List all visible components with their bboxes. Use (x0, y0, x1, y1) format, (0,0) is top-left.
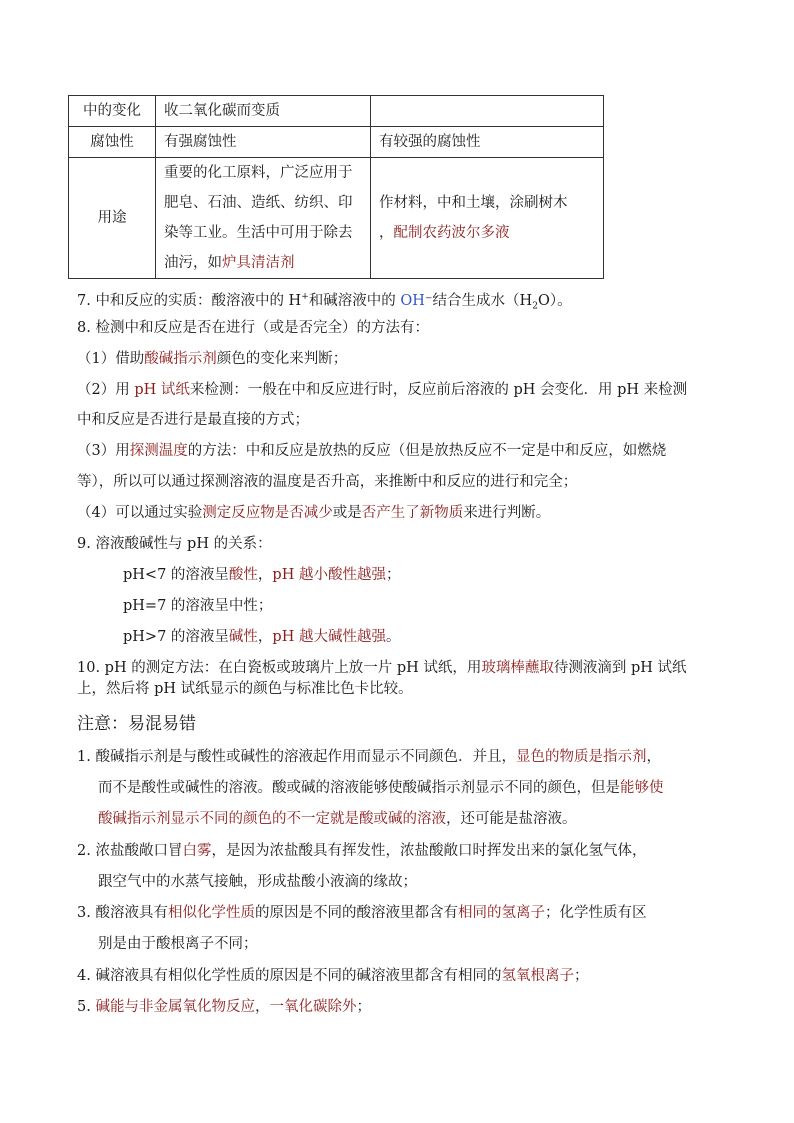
text: ， (257, 567, 273, 583)
text: pH>7 的溶液呈 (123, 629, 229, 645)
superscript: + (301, 292, 309, 302)
highlight: 测定反应物是否减少 (202, 505, 333, 521)
highlight: 相似化学性质 (167, 905, 255, 921)
text: ； (385, 567, 401, 583)
naoh-cell (156, 158, 371, 279)
text: 5. (77, 999, 96, 1015)
text: ， (257, 629, 273, 645)
note-2 (77, 841, 646, 861)
item-8-2 (77, 380, 687, 400)
row-label: 腐蚀性 (69, 127, 156, 158)
highlight: 酸碱指示剂显示不同的颜色的不一定就是酸或碱的溶液 (98, 811, 446, 827)
note-4 (77, 966, 588, 986)
highlight: 玻璃棒蘸取 (481, 660, 554, 676)
caoh2-cell (371, 96, 604, 127)
text: 1. 酸碱指示剂是与酸性或碱性的溶液起作用而显示不同颜色．并且， (77, 749, 516, 765)
highlight: pH 试纸 (134, 382, 190, 398)
note-3-cont: 别是由于酸根离子不同； (98, 936, 258, 952)
caoh2-cell: 有较强的腐蚀性 (371, 127, 604, 158)
item-9-3 (123, 627, 400, 647)
text: 而不是酸性或碱性的溶液。酸或碱的溶液能够使酸碱指示剂显示不同的颜色，但是 (98, 780, 620, 796)
text: （2）用 (77, 382, 135, 398)
highlight: 碱能与非金属氧化物反应 (95, 999, 255, 1015)
cell-line (164, 248, 362, 278)
highlight: 显色的物质是指示剂 (515, 749, 647, 765)
note-1-cont (98, 778, 664, 798)
note-1 (77, 747, 661, 767)
text: 。 (385, 629, 401, 645)
highlight: 探测温度 (129, 443, 188, 459)
hydroxide-formula: OH (400, 292, 425, 309)
text: ， (646, 749, 661, 765)
item-8-4 (77, 503, 550, 523)
text: 4. 碱溶液具有相似化学性质的原因是不同的碱溶液里都含有相同的 (77, 968, 502, 984)
highlight: 配制农药波尔多液 (393, 225, 510, 241)
text: 或是 (332, 505, 362, 521)
highlight: 酸碱指示剂 (144, 351, 217, 367)
item-8: 8. 检测中和反应是否在进行（或是否完全）的方法有： (77, 320, 429, 336)
cell-line: 作材料，中和土壤，涂刷树木 (379, 195, 568, 211)
text: 的方法：中和反应是放热的反应（但是放热反应不一定是中和反应，如燃烧 (187, 443, 667, 459)
table-row (69, 158, 604, 279)
text: （1）借助 (77, 351, 145, 367)
item-8-3 (77, 441, 666, 461)
text: 颜色的变化来判断； (216, 351, 348, 367)
text: ，是因为浓盐酸具有挥发性，浓盐酸敞口时挥发出来的氯化氢气体， (211, 843, 647, 859)
note-2-cont: 跟空气中的水蒸气接触，形成盐酸小液滴的缘故； (98, 874, 417, 890)
item-10-cont: 上，然后将 pH 试纸显示的颜色与标准比色卡比较。 (77, 681, 413, 697)
highlight: 能够使 (620, 780, 664, 796)
highlight: 炉具清洁剂 (222, 255, 295, 271)
table-row (69, 96, 604, 127)
item-8-3-cont: 等），所以可以通过探测溶液的温度是否升高，来推断中和反应的进行和完全； (77, 474, 578, 490)
item-10 (77, 658, 687, 678)
section-heading: 注意：易混易错 (77, 714, 196, 734)
note-1-cont (98, 809, 577, 829)
text: 的原因是不同的酸溶液里都含有 (254, 905, 458, 921)
note-5 (77, 997, 371, 1017)
caoh2-cell (371, 158, 604, 279)
text: 来检测：一般在中和反应进行时，反应前后溶液的 pH 会变化．用 pH 来检测 (189, 382, 688, 398)
subscript: 2 (532, 301, 538, 312)
row-label: 用途 (69, 158, 156, 279)
text: 3. 酸溶液具有 (77, 905, 168, 921)
highlight: pH 越大碱性越强 (272, 629, 386, 645)
highlight: 白雾 (182, 843, 212, 859)
text: 7. 中和反应的实质：酸溶液中的 H (77, 292, 302, 309)
naoh-cell: 有强腐蚀性 (156, 127, 371, 158)
highlight: pH 越小酸性越强 (272, 567, 386, 583)
highlight: 碱性 (228, 629, 258, 645)
text: ； (573, 968, 589, 984)
highlight: 酸性 (228, 567, 258, 583)
cell-line (379, 218, 595, 248)
text: O）。 (537, 292, 572, 309)
highlight: 氢氧根离子 (501, 968, 574, 984)
cell-line: 肥皂、石油、造纸、纺织、印 (164, 195, 353, 211)
text: ， (254, 999, 270, 1015)
row-label: 中的变化 (69, 96, 156, 127)
cell-line: 重要的化工原料，广泛应用于 (164, 165, 353, 181)
cell-line: 染等工业。生活中可用于除去 (164, 225, 353, 241)
table-row (69, 127, 604, 158)
naoh-cell: 收二氧化碳而变质 (156, 96, 371, 127)
item-9-2: pH=7 的溶液呈中性； (123, 598, 273, 614)
highlight: 否产生了新物质 (361, 505, 464, 521)
properties-table (68, 95, 604, 279)
text: pH<7 的溶液呈 (123, 567, 229, 583)
text: （4）可以通过实验 (77, 505, 203, 521)
text: ⁻结合生成水（H (424, 292, 533, 309)
item-9: 9. 溶液酸碱性与 pH 的关系： (77, 536, 272, 552)
text: 来进行判断。 (463, 505, 551, 521)
item-8-2-cont: 中和反应是否进行是最直接的方式； (77, 412, 309, 428)
highlight: 一氧化碳除外 (269, 999, 357, 1015)
item-8-1 (77, 349, 347, 369)
highlight: 相同的氢离子 (457, 905, 545, 921)
text: 2. 浓盐酸敞口冒 (77, 843, 183, 859)
text: ； (356, 999, 371, 1015)
text: ， (379, 225, 394, 241)
note-3 (77, 903, 646, 923)
text: 10. pH 的测定方法：在白瓷板或玻璃片上放一片 pH 试纸，用 (77, 660, 482, 676)
text: 待测液滴到 pH 试纸 (553, 660, 687, 676)
item-7 (77, 287, 572, 317)
text: （3）用 (77, 443, 130, 459)
text: ；化学性质有区 (544, 905, 647, 921)
text: 油污，如 (164, 255, 222, 271)
text: 和碱溶液中的 (308, 292, 401, 309)
item-9-1 (123, 565, 400, 585)
text: ，还可能是盐溶液。 (446, 811, 577, 827)
